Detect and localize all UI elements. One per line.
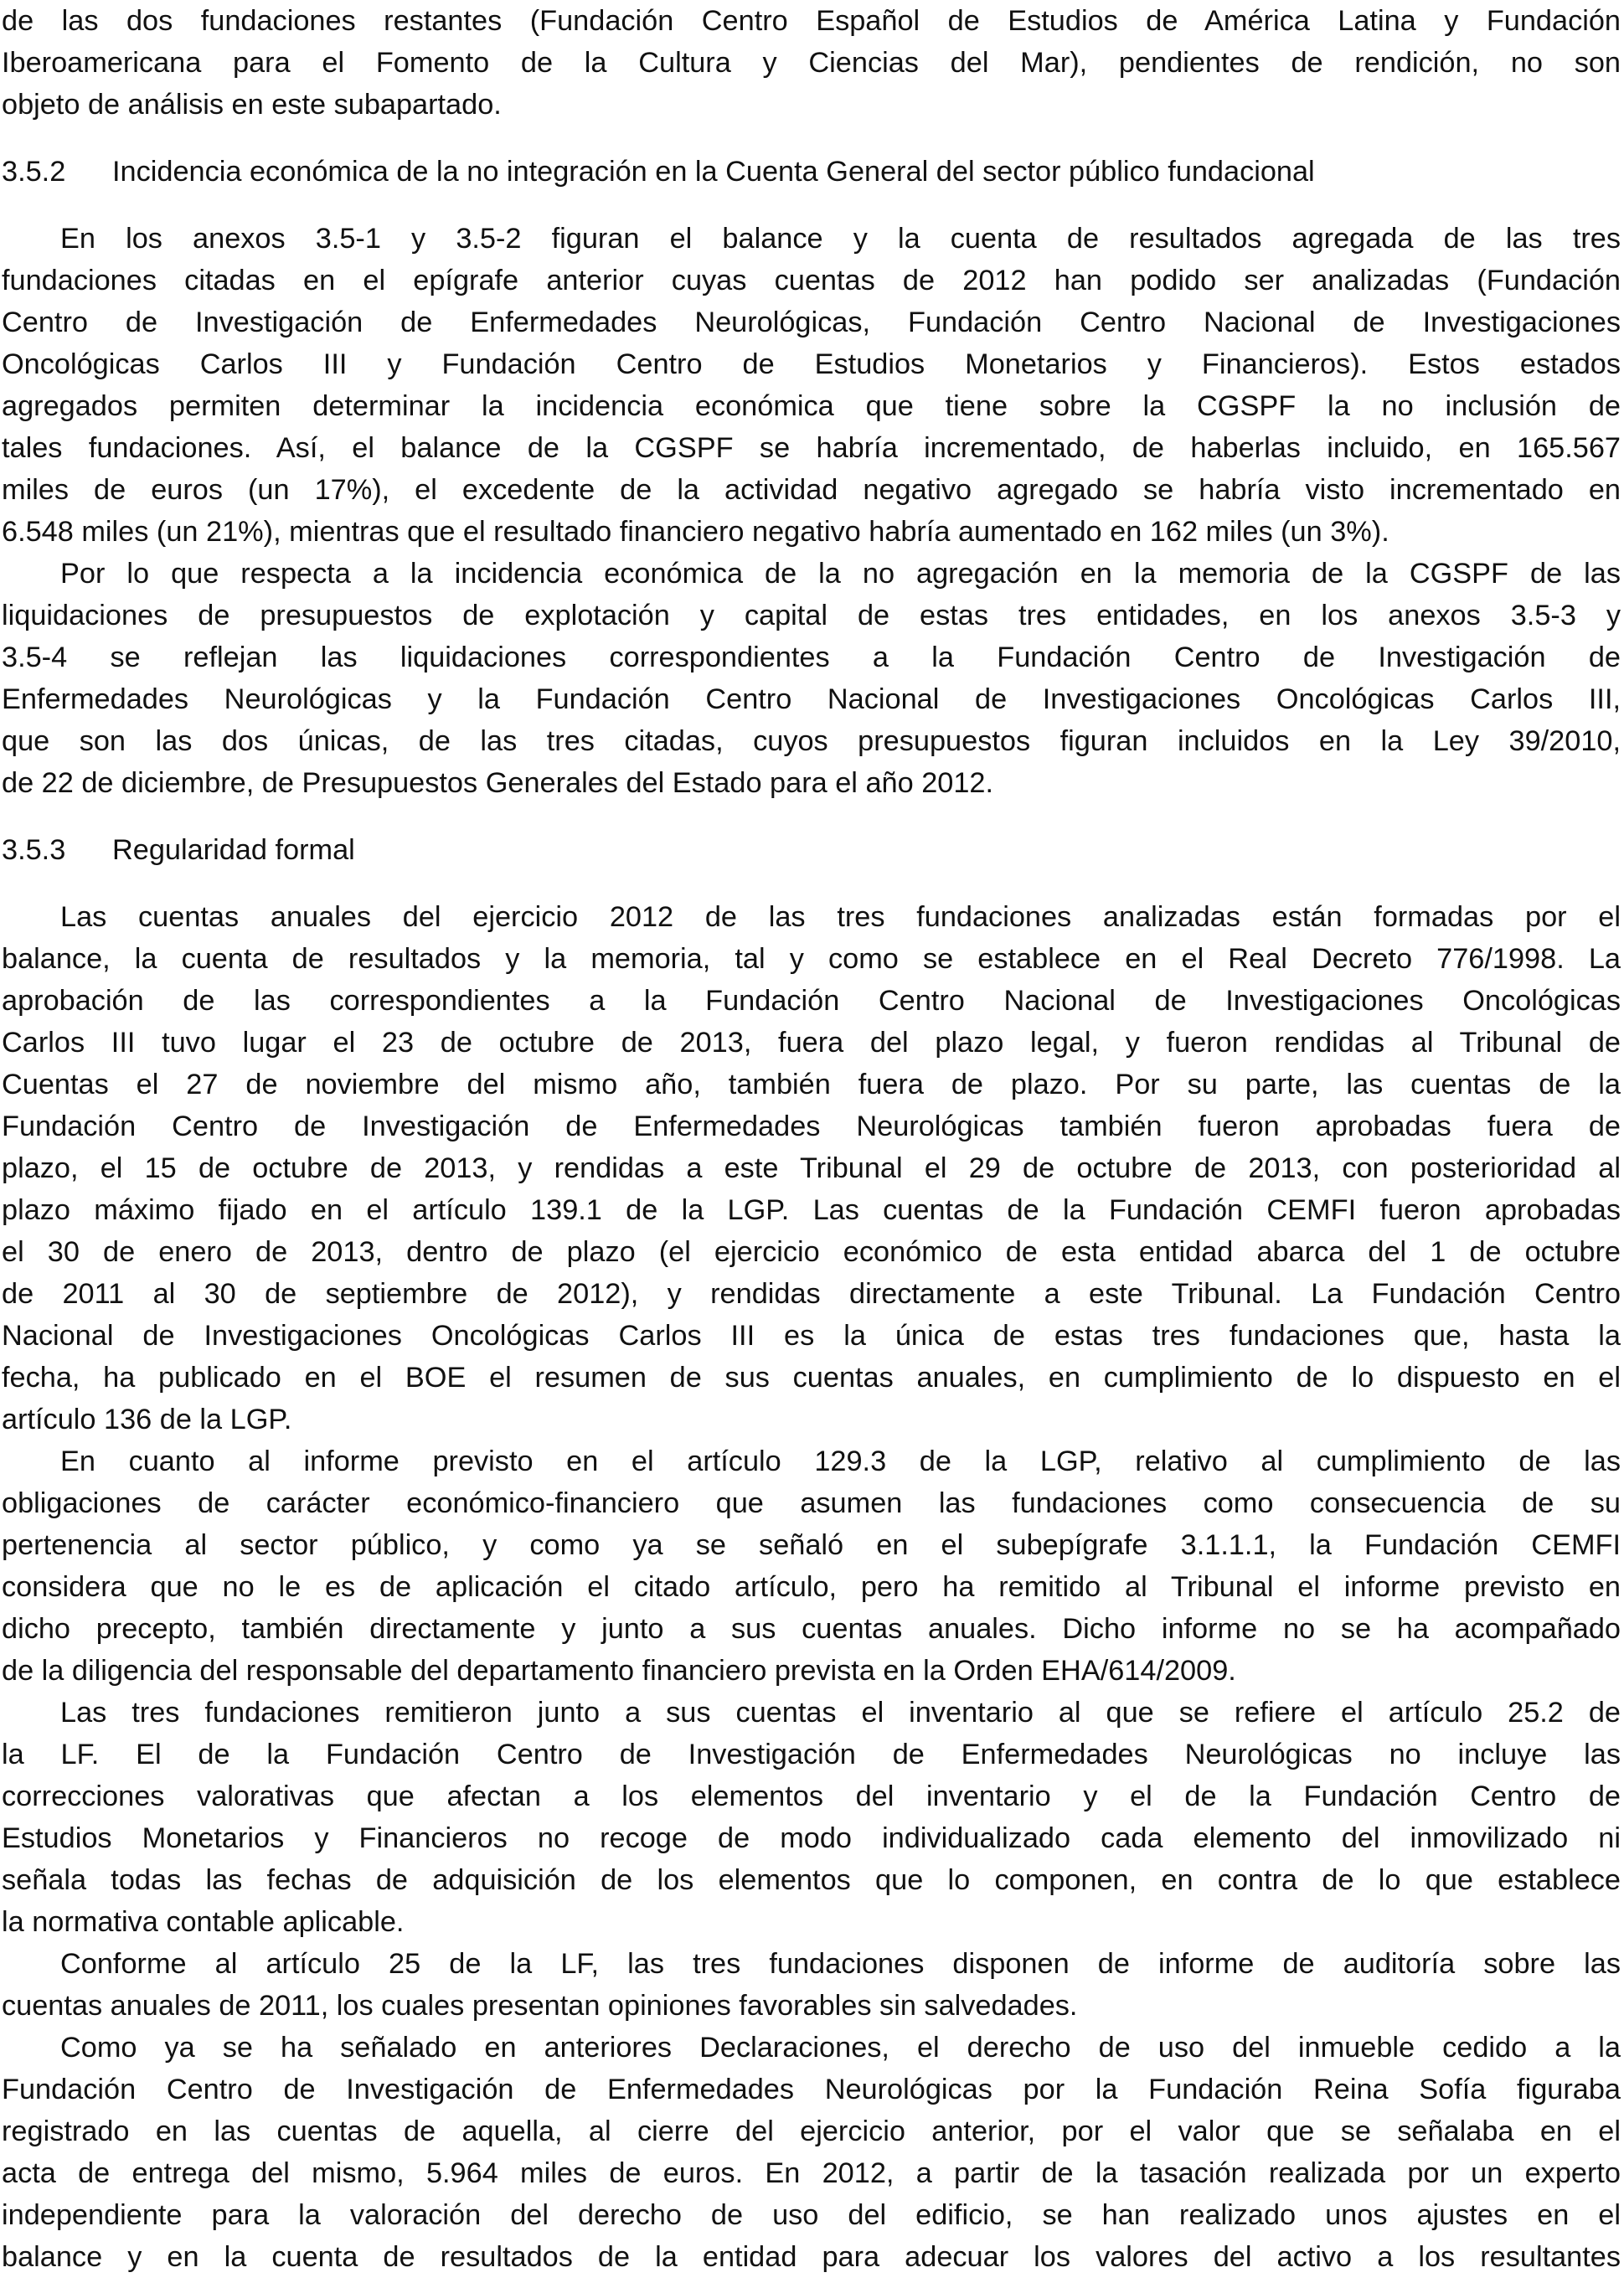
paragraph [2,218,1621,553]
text-line: En cuanto al informe previsto en el artículo 129.3 de la LGP, relativo al cumplimiento de las [60,1445,1621,1477]
text-line: Como ya se ha señalado en anteriores Declaraciones, el derecho de uso del inmueble cedido a la [60,2032,1621,2064]
paragraph [2,896,1621,1440]
text-line: fecha, ha publicado en el BOE el resumen de sus cuentas anuales, en cumplimiento de lo dispuesto en el [2,1362,1621,1394]
text-line: cuentas anuales de 2011, los cuales presentan opiniones favorables sin salvedades. [2,1990,1078,2022]
spacer [2,804,1621,829]
text-line: 3.5-4 se reflejan las liquidaciones correspondientes a la Fundación Centro de Investigación de [2,642,1621,673]
text-line: el 30 de enero de 2013, dentro de plazo (el ejercicio económico de esta entidad abarca del 1 de octubre [2,1236,1621,1268]
text-line: Conforme al artículo 25 de la LF, las tres fundaciones disponen de informe de auditoría sobre las [60,1948,1621,1980]
section-heading [2,151,1621,193]
text-line: Carlos III tuvo lugar el 23 de octubre de 2013, fuera del plazo legal, y fueron rendidas al Tribunal de [2,1027,1621,1059]
text-line: plazo, el 15 de octubre de 2013, y rendidas a este Tribunal el 29 de octubre de 2013, con posterioridad al [2,1152,1621,1184]
spacer [2,193,1621,218]
text-line: obligaciones de carácter económico-financiero que asumen las fundaciones como consecuencia de su [2,1487,1621,1519]
text-line: independiente para la valoración del derecho de uso del edificio, se han realizado unos ajustes en el [2,2199,1621,2231]
text-line: dicho precepto, también directamente y junto a sus cuentas anuales. Dicho informe no se ha acompañado [2,1613,1621,1645]
text-line: objeto de análisis en este subapartado. [2,89,502,121]
text-line: liquidaciones de presupuestos de explotación y capital de estas tres entidades, en los anexos 3.5-3 y [2,600,1621,631]
paragraph [2,1943,1621,2027]
text-line: registrado en las cuentas de aquella, al cierre del ejercicio anterior, por el valor que se señalaba en el [2,2115,1621,2147]
text-line: señala todas las fechas de adquisición de los elementos que lo componen, en contra de lo que establece [2,1864,1621,1896]
spacer [2,126,1621,151]
text-line: Iberoamericana para el Fomento de la Cultura y Ciencias del Mar), pendientes de rendición, no son [2,47,1621,79]
text-line: Cuentas el 27 de noviembre del mismo año, también fuera de plazo. Por su parte, las cuentas de la [2,1069,1621,1100]
section-heading [2,829,1621,871]
text-line: la LF. El de la Fundación Centro de Investigación de Enfermedades Neurológicas no incluye las [2,1739,1621,1770]
text-line: acta de entrega del mismo, 5.964 miles de euros. En 2012, a partir de la tasación realizada por un experto [2,2157,1621,2189]
text-line: aprobación de las correspondientes a la Fundación Centro Nacional de Investigaciones Oncológicas [2,985,1621,1017]
text-line: considera que no le es de aplicación el citado artículo, pero ha remitido al Tribunal el informe previsto en [2,1571,1621,1603]
section-number: 3.5.3 [2,834,66,866]
paragraph [2,0,1621,126]
section-number: 3.5.2 [2,156,66,188]
text-line: Por lo que respecta a la incidencia económica de la no agregación en la memoria de la CGSPF de las [60,558,1621,590]
spacer [2,871,1621,896]
text-line: Oncológicas Carlos III y Fundación Centro de Estudios Monetarios y Financieros). Estos estados [2,348,1621,380]
paragraph [2,1440,1621,1692]
text-line: agregados permiten determinar la incidencia económica que tiene sobre la CGSPF la no inclusión de [2,390,1621,422]
text-line: Las cuentas anuales del ejercicio 2012 de las tres fundaciones analizadas están formadas por el [60,901,1621,933]
text-line: correcciones valorativas que afectan a los elementos del inventario y el de la Fundación Centro de [2,1780,1621,1812]
text-line: balance y en la cuenta de resultados de la entidad para adecuar los valores del activo a los resultantes [2,2241,1621,2273]
text-line: Enfermedades Neurológicas y la Fundación Centro Nacional de Investigaciones Oncológicas Carlos III, [2,683,1621,715]
text-line: tales fundaciones. Así, el balance de la CGSPF se habría incrementado, de haberlas incluido, en 165.567 [2,432,1621,464]
text-line: En los anexos 3.5-1 y 3.5-2 figuran el balance y la cuenta de resultados agregada de las tres [60,223,1621,255]
text-line: de 2011 al 30 de septiembre de 2012), y rendidas directamente a este Tribunal. La Fundación Centro [2,1278,1621,1310]
text-line: miles de euros (un 17%), el excedente de la actividad negativo agregado se habría visto incrementado en [2,474,1621,506]
text-line: fundaciones citadas en el epígrafe anterior cuyas cuentas de 2012 han podido ser analizadas (Fundación [2,265,1621,296]
paragraph [2,553,1621,804]
text-line: 6.548 miles (un 21%), mientras que el resultado financiero negativo habría aumentado en 162 miles (un 3%). [2,516,1389,548]
text-line: la normativa contable aplicable. [2,1906,405,1938]
text-line: que son las dos únicas, de las tres citadas, cuyos presupuestos figuran incluidos en la Ley 39/2010, [2,725,1621,757]
text-line: plazo máximo fijado en el artículo 139.1 de la LGP. Las cuentas de la Fundación CEMFI fueron aprobadas [2,1194,1621,1226]
text-line: de 22 de diciembre, de Presupuestos Generales del Estado para el año 2012. [2,767,994,799]
section-title: Regularidad formal [112,834,355,866]
paragraph [2,1692,1621,1943]
text-line: de la diligencia del responsable del departamento financiero prevista en la Orden EHA/614/2009. [2,1655,1236,1687]
text-line: de las dos fundaciones restantes (Fundación Centro Español de Estudios de América Latina y Fundación [2,5,1621,37]
text-line: Fundación Centro de Investigación de Enfermedades Neurológicas también fueron aprobadas fuera de [2,1111,1621,1142]
text-line: Las tres fundaciones remitieron junto a sus cuentas el inventario al que se refiere el artículo 25.2 de [60,1697,1621,1729]
text-line: Fundación Centro de Investigación de Enfermedades Neurológicas por la Fundación Reina Sofía figuraba [2,2074,1621,2105]
paragraph [2,2027,1621,2278]
text-line: Nacional de Investigaciones Oncológicas Carlos III es la única de estas tres fundaciones que, hasta la [2,1320,1621,1352]
text-line: pertenencia al sector público, y como ya se señaló en el subepígrafe 3.1.1.1, la Fundación CEMFI [2,1529,1621,1561]
section-title: Incidencia económica de la no integración en la Cuenta General del sector público fundacional [112,156,1315,188]
text-line: Centro de Investigación de Enfermedades Neurológicas, Fundación Centro Nacional de Investigaciones [2,307,1621,338]
text-line: Estudios Monetarios y Financieros no recoge de modo individualizado cada elemento del inmovilizado ni [2,1822,1621,1854]
text-line: balance, la cuenta de resultados y la memoria, tal y como se establece en el Real Decreto 776/1998. La [2,943,1621,975]
text-line: artículo 136 de la LGP. [2,1404,292,1435]
